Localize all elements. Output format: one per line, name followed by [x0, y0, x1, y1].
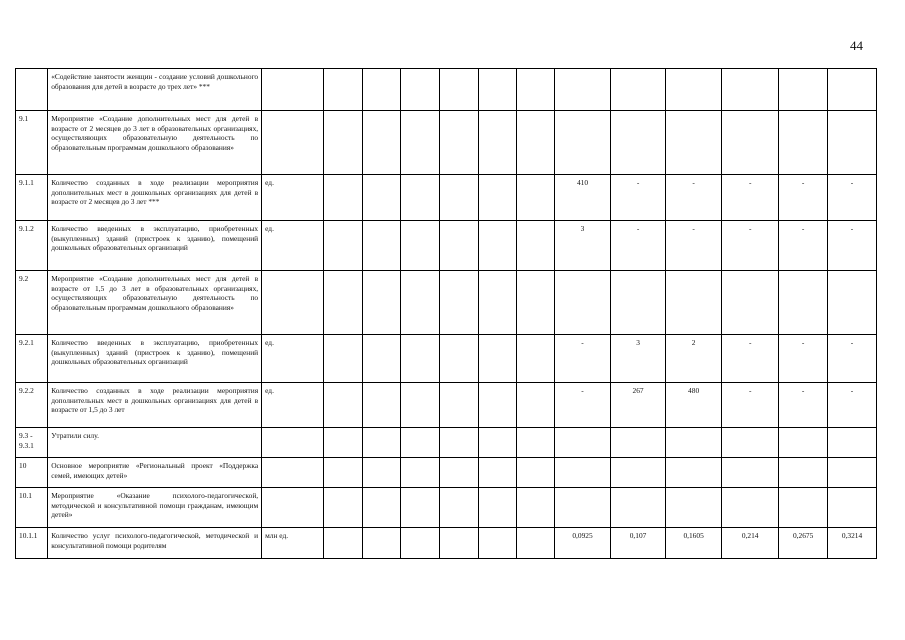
value-cell: - [779, 175, 828, 221]
row-number-cell: 9.1.2 [16, 221, 48, 271]
value-cell [554, 428, 610, 458]
value-cell [666, 428, 722, 458]
value-cell [516, 69, 554, 111]
value-cell [479, 528, 516, 559]
value-cell [722, 428, 779, 458]
value-cell: - [554, 383, 610, 428]
value-cell [479, 175, 516, 221]
value-cell [439, 528, 478, 559]
unit-cell: млн ед. [262, 528, 324, 559]
value-cell [401, 335, 439, 383]
row-number-cell: 9.2 [16, 271, 48, 335]
value-cell [516, 488, 554, 528]
value-cell [479, 111, 516, 175]
value-cell: - [554, 335, 610, 383]
value-cell: 410 [554, 175, 610, 221]
value-cell [779, 271, 828, 335]
value-cell: 267 [611, 383, 666, 428]
value-cell [554, 111, 610, 175]
value-cell [828, 458, 877, 488]
table-row [16, 488, 877, 528]
value-cell [828, 271, 877, 335]
value-cell [516, 271, 554, 335]
value-cell [324, 335, 362, 383]
indicator-name-cell: Количество созданных в ходе реализации мероприятия дополнительных мест в дошкольных организациях для детей в возрасте от 2 месяцев до 3 лет *** [48, 175, 262, 221]
value-cell: - [779, 383, 828, 428]
value-cell: 0,0925 [554, 528, 610, 559]
value-cell [722, 488, 779, 528]
row-number-cell: 9.2.1 [16, 335, 48, 383]
value-cell [362, 69, 400, 111]
value-cell [401, 69, 439, 111]
value-cell: - [666, 175, 722, 221]
value-cell [611, 488, 666, 528]
value-cell [722, 458, 779, 488]
value-cell [362, 528, 400, 559]
table-row [16, 335, 877, 383]
value-cell [479, 221, 516, 271]
value-cell: - [722, 335, 779, 383]
unit-cell: ед. [262, 335, 324, 383]
value-cell [324, 175, 362, 221]
row-number-cell: 10 [16, 458, 48, 488]
value-cell [324, 111, 362, 175]
table-row [16, 271, 877, 335]
value-cell [362, 175, 400, 221]
value-cell [362, 458, 400, 488]
indicator-name-cell: Количество услуг психолого-педагогической, методической и консультативной помощи родителям [48, 528, 262, 559]
value-cell [439, 428, 478, 458]
value-cell: 480 [666, 383, 722, 428]
value-cell [516, 335, 554, 383]
indicator-name-cell: Утратили силу. [48, 428, 262, 458]
value-cell [516, 428, 554, 458]
table-row [16, 175, 877, 221]
value-cell [666, 111, 722, 175]
value-cell [479, 69, 516, 111]
value-cell: 0,1605 [666, 528, 722, 559]
value-cell: - [722, 383, 779, 428]
indicator-name-cell: Мероприятие «Оказание психолого-педагогической, методической и консультативной помощи гражданам, имеющим детей» [48, 488, 262, 528]
unit-cell [262, 111, 324, 175]
value-cell [611, 428, 666, 458]
value-cell [324, 488, 362, 528]
value-cell [439, 69, 478, 111]
value-cell: 0,107 [611, 528, 666, 559]
value-cell [554, 69, 610, 111]
value-cell [828, 488, 877, 528]
value-cell [324, 458, 362, 488]
value-cell [722, 111, 779, 175]
value-cell [362, 221, 400, 271]
row-number-cell: 9.2.2 [16, 383, 48, 428]
value-cell: - [611, 175, 666, 221]
value-cell [439, 221, 478, 271]
value-cell [362, 111, 400, 175]
value-cell [324, 271, 362, 335]
value-cell [479, 488, 516, 528]
value-cell [779, 428, 828, 458]
unit-cell: ед. [262, 383, 324, 428]
indicator-name-cell: Количество созданных в ходе реализации мероприятия дополнительных мест в дошкольных организациях для детей в возрасте от 1,5 до 3 лет [48, 383, 262, 428]
value-cell: 2 [666, 335, 722, 383]
value-cell [479, 383, 516, 428]
value-cell [666, 69, 722, 111]
row-number-cell: 10.1 [16, 488, 48, 528]
value-cell [779, 111, 828, 175]
value-cell [439, 335, 478, 383]
value-cell [439, 488, 478, 528]
value-cell: 0,3214 [828, 528, 877, 559]
value-cell [828, 428, 877, 458]
value-cell [611, 111, 666, 175]
value-cell [666, 488, 722, 528]
unit-cell: ед. [262, 221, 324, 271]
value-cell [324, 528, 362, 559]
value-cell [516, 528, 554, 559]
value-cell: - [722, 175, 779, 221]
value-cell: - [828, 383, 877, 428]
value-cell: - [828, 221, 877, 271]
value-cell [611, 458, 666, 488]
value-cell [401, 488, 439, 528]
value-cell [324, 383, 362, 428]
row-number-cell [16, 69, 48, 111]
indicator-name-cell: Количество введенных в эксплуатацию, приобретенных (выкупленных) зданий (пристроек к зданию), помещений дошкольных образовательных организаций [48, 335, 262, 383]
value-cell [779, 488, 828, 528]
value-cell [439, 383, 478, 428]
value-cell [362, 383, 400, 428]
value-cell [401, 428, 439, 458]
page-number: 44 [850, 38, 863, 53]
value-cell [516, 111, 554, 175]
value-cell [401, 383, 439, 428]
value-cell: 0,214 [722, 528, 779, 559]
value-cell [779, 69, 828, 111]
value-cell: 0,2675 [779, 528, 828, 559]
table-row [16, 221, 877, 271]
unit-cell [262, 488, 324, 528]
value-cell [828, 111, 877, 175]
table-row [16, 111, 877, 175]
value-cell: - [779, 335, 828, 383]
value-cell [401, 528, 439, 559]
value-cell [828, 69, 877, 111]
value-cell: - [828, 175, 877, 221]
table-row [16, 458, 877, 488]
value-cell [439, 175, 478, 221]
value-cell: - [779, 221, 828, 271]
row-number-cell: 9.3 - 9.3.1 [16, 428, 48, 458]
value-cell [439, 111, 478, 175]
value-cell [401, 221, 439, 271]
value-cell [362, 428, 400, 458]
value-cell [479, 428, 516, 458]
value-cell [401, 111, 439, 175]
value-cell [479, 335, 516, 383]
value-cell [611, 271, 666, 335]
value-cell [439, 458, 478, 488]
value-cell [779, 458, 828, 488]
indicator-name-cell: Мероприятие «Создание дополнительных мест для детей в возрасте от 1,5 до 3 лет в образовательных организациях, осуществляющих образовательную деятельность по образовательным программам дошкольного образования» [48, 271, 262, 335]
value-cell [554, 271, 610, 335]
value-cell [722, 271, 779, 335]
value-cell [324, 69, 362, 111]
unit-cell [262, 458, 324, 488]
value-cell [324, 221, 362, 271]
table-row [16, 428, 877, 458]
unit-cell [262, 271, 324, 335]
value-cell [479, 458, 516, 488]
table-row [16, 69, 877, 111]
value-cell [439, 271, 478, 335]
value-cell [666, 271, 722, 335]
value-cell [479, 271, 516, 335]
value-cell [554, 458, 610, 488]
indicator-name-cell: «Содействие занятости женщин - создание условий дошкольного образования для детей в возрасте до трех лет» *** [48, 69, 262, 111]
value-cell [611, 69, 666, 111]
value-cell [666, 458, 722, 488]
value-cell [362, 271, 400, 335]
value-cell [516, 221, 554, 271]
indicator-name-cell: Основное мероприятие «Региональный проект «Поддержка семей, имеющих детей» [48, 458, 262, 488]
row-number-cell: 9.1.1 [16, 175, 48, 221]
value-cell [516, 175, 554, 221]
indicator-name-cell: Мероприятие «Создание дополнительных мест для детей в возрасте от 2 месяцев до 3 лет в образовательных организациях, осуществляющих образовательную деятельность по образовательным программам дошкольного образования» [48, 111, 262, 175]
value-cell [401, 458, 439, 488]
value-cell: 3 [611, 335, 666, 383]
value-cell [516, 458, 554, 488]
indicator-table [15, 68, 877, 559]
value-cell [401, 271, 439, 335]
value-cell [554, 488, 610, 528]
unit-cell [262, 69, 324, 111]
row-number-cell: 10.1.1 [16, 528, 48, 559]
value-cell: 3 [554, 221, 610, 271]
value-cell [722, 69, 779, 111]
value-cell: - [828, 335, 877, 383]
value-cell: - [722, 221, 779, 271]
value-cell [362, 335, 400, 383]
indicator-name-cell: Количество введенных в эксплуатацию, приобретенных (выкупленных) зданий (пристроек к зданию), помещений дошкольных образовательных организаций [48, 221, 262, 271]
unit-cell [262, 428, 324, 458]
value-cell [516, 383, 554, 428]
row-number-cell: 9.1 [16, 111, 48, 175]
value-cell [362, 488, 400, 528]
table-row [16, 528, 877, 559]
value-cell: - [666, 221, 722, 271]
table-row [16, 383, 877, 428]
value-cell [324, 428, 362, 458]
unit-cell: ед. [262, 175, 324, 221]
value-cell: - [611, 221, 666, 271]
value-cell [401, 175, 439, 221]
